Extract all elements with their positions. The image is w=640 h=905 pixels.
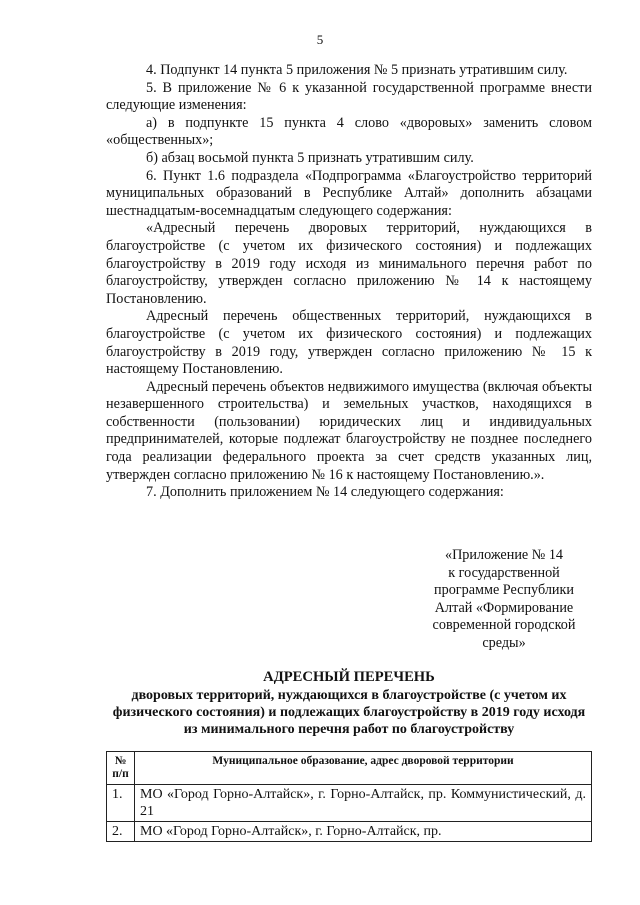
row-number: 2.: [107, 822, 135, 842]
paragraph-item-7: 7. Дополнить приложением № 14 следующего содержания:: [146, 484, 504, 501]
appendix-ref-line: современной городской: [432, 617, 576, 634]
appendix-ref-line: к государственной: [448, 564, 560, 581]
header-address: Муниципальное образование, адрес дворовой территории: [135, 752, 592, 785]
paragraph-item-5a: а) в подпункте 15 пункта 4 слово «дворовых» заменить словом «общественных»;: [106, 114, 592, 149]
paragraph-item-5: 5. В приложение № 6 к указанной государственной программе внести следующие изменения:: [106, 79, 592, 114]
header-number: № п/п: [107, 752, 135, 785]
appendix-ref-line: среды»: [482, 634, 526, 651]
paragraph-quote-2: Адресный перечень общественных территорий, нуждающихся в благоустройстве (с учетом их физического состояния) и подлежащих благоустройству в 2019 году, утвержден согласно приложению № 15 к настоящему Постановлению.: [106, 308, 592, 378]
appendix-ref-line: «Приложение № 14: [444, 547, 564, 563]
paragraph-item-5b: б) абзац восьмой пункта 5 признать утратившим силу.: [146, 149, 474, 166]
list-title: АДРЕСНЫЙ ПЕРЕЧЕНЬ: [263, 669, 435, 685]
row-address: МО «Город Горно-Алтайск», г. Горно-Алтайск, пр. Коммунистический, д. 21: [135, 785, 592, 822]
paragraph-item-4: 4. Подпункт 14 пункта 5 приложения № 5 признать утратившим силу.: [146, 62, 568, 78]
paragraph-item-6: 6. Пункт 1.6 подраздела «Подпрограмма «Благоустройство территорий муниципальных образований в Республике Алтай» дополнить абзацами шестнадцатым-восемнадцатым следующего содержания:: [106, 167, 592, 219]
table-row: [107, 785, 592, 822]
paragraph-quote-3: Адресный перечень объектов недвижимого имущества (включая объекты незавершенного строительства) и земельных участков, находящихся в собственности (пользовании) юридических лиц и индивидуальных предпринимателей, которые подлежат благоустройству не позднее последнего года реализации федерального проекта за счет средств указанных лиц, утвержден согласно приложению № 16 к настоящему Постановлению.».: [106, 378, 592, 483]
document-body: [106, 62, 592, 502]
appendix-ref-line: программе Республики: [434, 582, 574, 599]
address-table: [106, 751, 592, 842]
appendix-reference: [420, 547, 588, 653]
row-number: 1.: [107, 785, 135, 822]
table-header-row: [107, 752, 592, 785]
list-title-block: [106, 668, 592, 739]
appendix-ref-line: Алтай «Формирование: [434, 599, 574, 616]
table-row: [107, 822, 592, 842]
page-number: 5: [316, 32, 324, 47]
paragraph-quote-1: «Адресный перечень дворовых территорий, нуждающихся в благоустройстве (с учетом их физического состояния) и подлежащих благоустройству в 2019 году исходя из минимального перечня работ по благоустройству, утвержден согласно приложению № 14 к настоящему Постановлению.: [106, 220, 592, 307]
row-address: МО «Город Горно-Алтайск», г. Горно-Алтайск, пр.: [135, 822, 592, 842]
list-subtitle: дворовых территорий, нуждающихся в благоустройстве (с учетом их физического состояния) и подлежащих благоустройству в 2019 году исходя из минимального перечня работ по благоустройству: [112, 688, 586, 738]
